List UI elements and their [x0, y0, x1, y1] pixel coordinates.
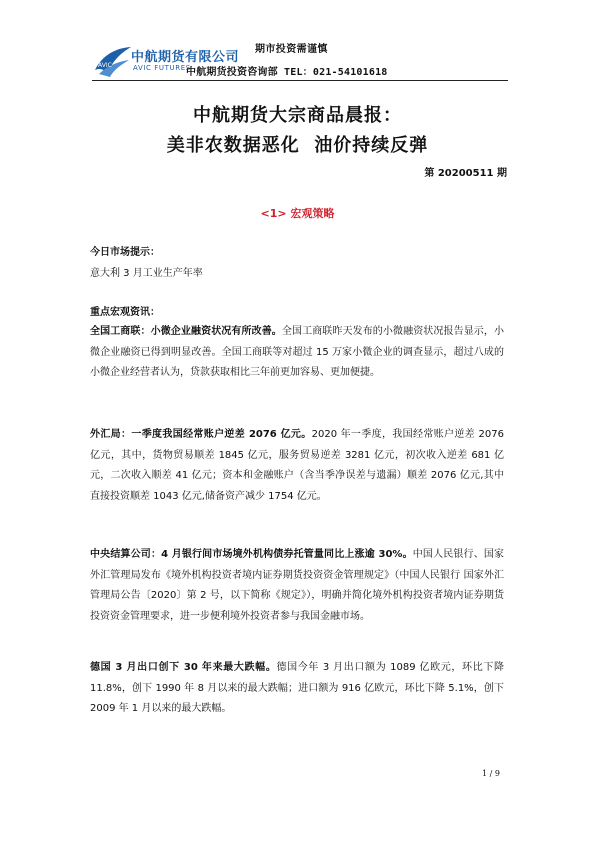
airplane-logo-icon [93, 44, 133, 78]
news-item-lead: 外汇局：一季度我国经常账户逆差 2076 亿元。 [90, 429, 312, 440]
report-title: 中航期货大宗商品晨报： [193, 105, 402, 126]
report-subtitle: 美非农数据恶化 油价持续反弹 [166, 135, 429, 156]
news-item-body: 德国今年 3 月出口额为 1089 亿欧元，环比下降 11.8%，创下 1990 年 8 月以来的最大跌幅；进口额为 916 亿欧元，环比下降 5.1%，创下 2009 年 1 月以来的最大跌幅。 [90, 662, 504, 714]
news-item [90, 425, 504, 507]
section-heading: <1> 宏观策略 [260, 207, 335, 220]
news-item [90, 658, 504, 720]
news-item-body: 2020 年一季度，我国经常账户逆差 2076 亿元，其中，货物贸易顺差 1845 亿元，服务贸易逆差 3281 亿元，初次收入逆差 681 亿元，二次收入顺差 41 亿元；资本和金融账户（含当季净误差与遗漏）顺差 2076 亿元,其中直接投资顺差 1043 亿元,储备资产减少 1754 亿元。 [90, 429, 504, 502]
header-warning: 期市投资需谨慎 [255, 44, 328, 55]
news-label: 重点宏观资讯： [90, 307, 160, 318]
logo-company-name: 中航期货有限公司 [131, 50, 240, 65]
today-label: 今日市场提示： [90, 247, 160, 258]
header-divider [92, 80, 508, 81]
issue-number: 第 20200511 期 [424, 168, 507, 179]
today-item: 意大利 3 月工业生产年率 [90, 268, 203, 279]
news-item [90, 322, 504, 384]
news-item [90, 545, 504, 627]
logo-company-name-en: AVIC FUTURES [133, 64, 191, 72]
news-item-body: 中国人民银行、国家外汇管理局发布《境外机构投资者境内证券期货投资资金管理规定》（中国人民银行 国家外汇管理局公告〔2020〕第 2 号，以下简称《规定》），明确并简化境外机构投资者境内证券期货投资资金管理要求，进一步便利境外投资者参与我国金融市场。 [90, 549, 505, 622]
news-item-body: 全国工商联昨天发布的小微融资状况报告显示，小微企业融资已得到明显改善。全国工商联等对超过 15 万家小微企业的调查显示，超过八成的小微企业经营者认为，贷款获取相比三年前更加容易、更加便捷。 [90, 326, 505, 378]
header-contact: 中航期货投资咨询部 TEL：021-54101618 [186, 67, 388, 78]
news-item-lead: 中央结算公司：4 月银行间市场境外机构债券托管量同比上涨逾 30%。 [90, 549, 413, 560]
news-item-lead: 全国工商联：小微企业融资状况有所改善。 [90, 326, 282, 337]
svg-text:AVIC: AVIC [98, 62, 112, 69]
page-number: 1 / 9 [482, 769, 500, 778]
news-item-lead: 德国 3 月出口创下 30 年来最大跌幅。 [90, 662, 277, 673]
